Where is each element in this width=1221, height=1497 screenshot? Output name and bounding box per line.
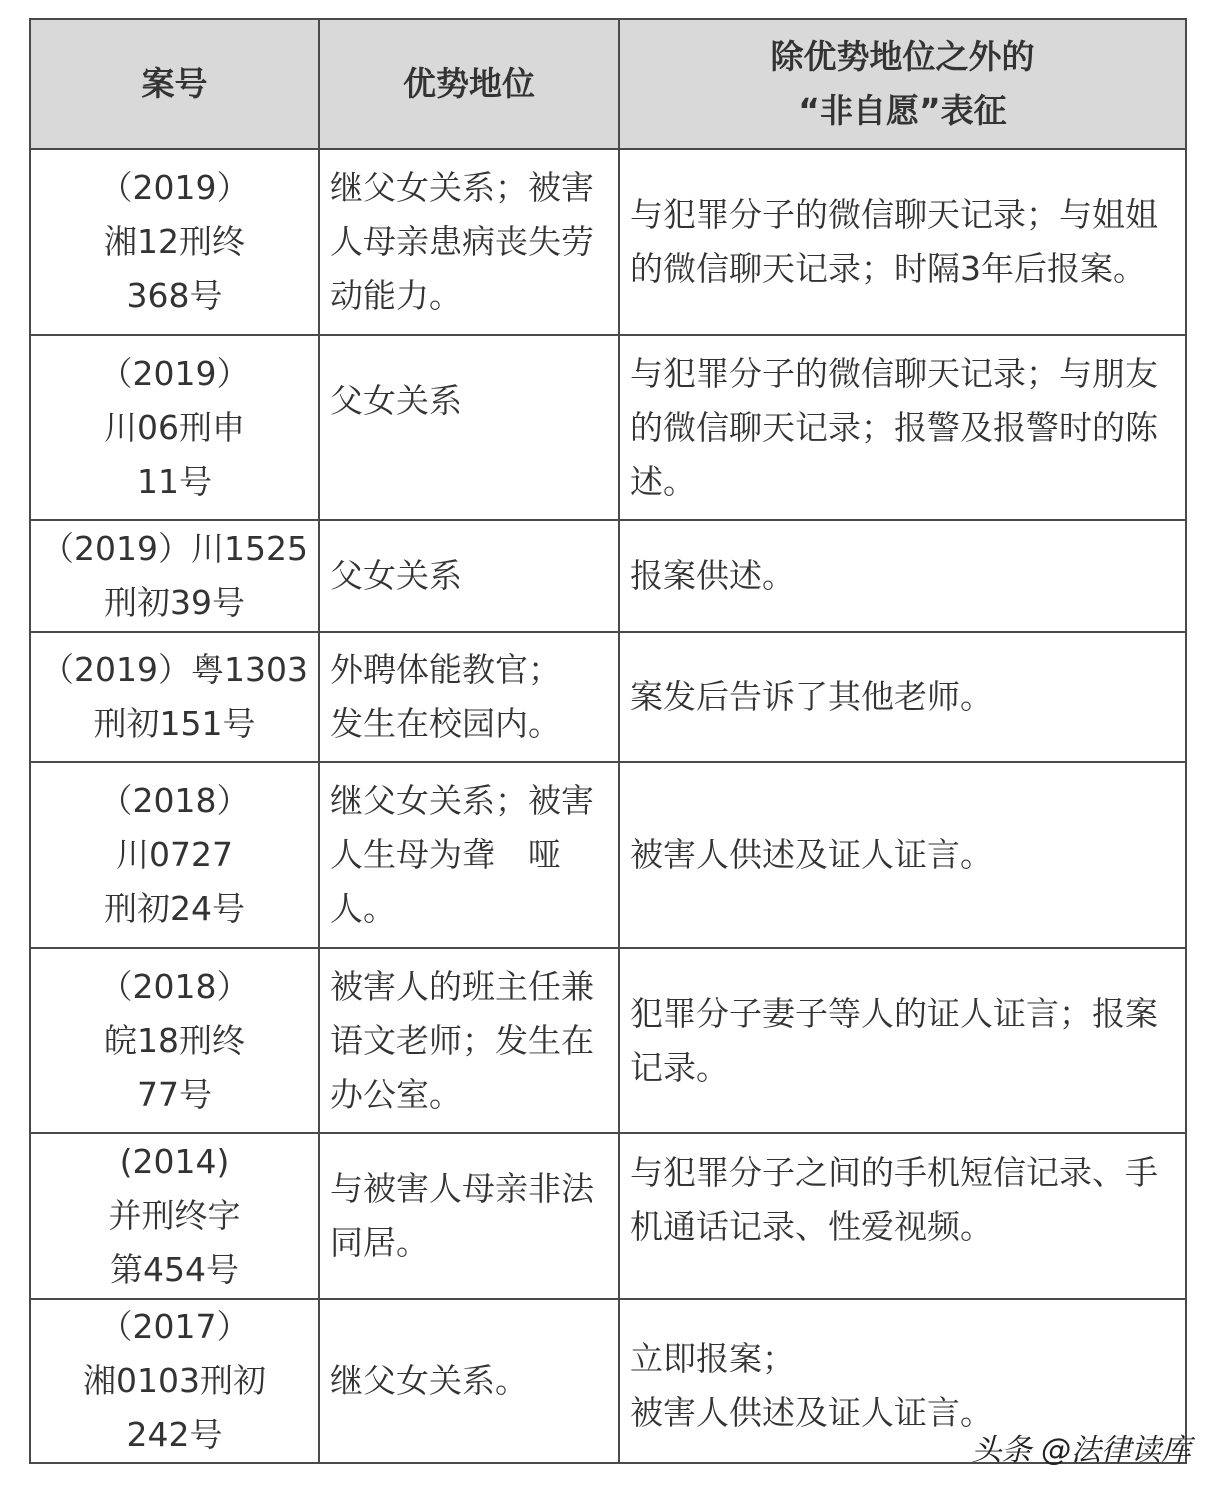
header-position: 优势地位 (319, 19, 619, 149)
table-row (30, 149, 1186, 335)
position-cell: 与被害人母亲非法同居。 (319, 1133, 619, 1299)
header-signs (619, 19, 1186, 149)
table-header-row (30, 19, 1186, 149)
case-number-cell: （2019）粤1303 刑初151号 (30, 632, 319, 762)
signs-cell: 立即报案； 被害人供述及证人证言。 (619, 1299, 1186, 1463)
case-number-cell: （2018） 皖18刑终 77号 (30, 948, 319, 1133)
case-number-cell: （2017） 湘0103刑初 242号 (30, 1299, 319, 1463)
header-case-no: 案号 (30, 19, 319, 149)
table-row (30, 520, 1186, 632)
signs-cell: 被害人供述及证人证言。 (619, 762, 1186, 948)
signs-cell: 与犯罪分子的微信聊天记录；与姐姐的微信聊天记录；时隔3年后报案。 (619, 149, 1186, 335)
position-cell: 外聘体能教官； 发生在校园内。 (319, 632, 619, 762)
watermark: 头条 @法律读库 (971, 1433, 1191, 1468)
table-row (30, 335, 1186, 520)
case-number-cell: （2019） 川06刑申 11号 (30, 335, 319, 520)
case-number-cell: (2014) 并刑终字 第454号 (30, 1133, 319, 1299)
signs-cell: 报案供述。 (619, 520, 1186, 632)
signs-cell: 与犯罪分子的微信聊天记录；与朋友的微信聊天记录；报警及报警时的陈述。 (619, 335, 1186, 520)
case-number-cell: （2018） 川0727 刑初24号 (30, 762, 319, 948)
signs-cell: 犯罪分子妻子等人的证人证言；报案记录。 (619, 948, 1186, 1133)
table-row (30, 632, 1186, 762)
case-number-cell: （2019）川1525 刑初39号 (30, 520, 319, 632)
position-cell: 父女关系 (319, 335, 619, 520)
table-row (30, 762, 1186, 948)
position-cell: 继父女关系。 (319, 1299, 619, 1463)
signs-cell: 案发后告诉了其他老师。 (619, 632, 1186, 762)
header-signs-line1: 除优势地位之外的 (770, 37, 1035, 76)
position-cell: 继父女关系；被害人母亲患病丧失劳动能力。 (319, 149, 619, 335)
case-number-cell: （2019） 湘12刑终 368号 (30, 149, 319, 335)
position-cell: 继父女关系；被害人生母为聋 哑人。 (319, 762, 619, 948)
table-row (30, 948, 1186, 1133)
position-cell: 被害人的班主任兼语文老师；发生在办公室。 (319, 948, 619, 1133)
table-row (30, 1133, 1186, 1299)
case-comparison-table (29, 18, 1187, 1464)
position-cell: 父女关系 (319, 520, 619, 632)
header-signs-line2: “非自愿”表征 (798, 91, 1007, 130)
signs-cell: 与犯罪分子之间的手机短信记录、手机通话记录、性爱视频。 (619, 1133, 1186, 1299)
